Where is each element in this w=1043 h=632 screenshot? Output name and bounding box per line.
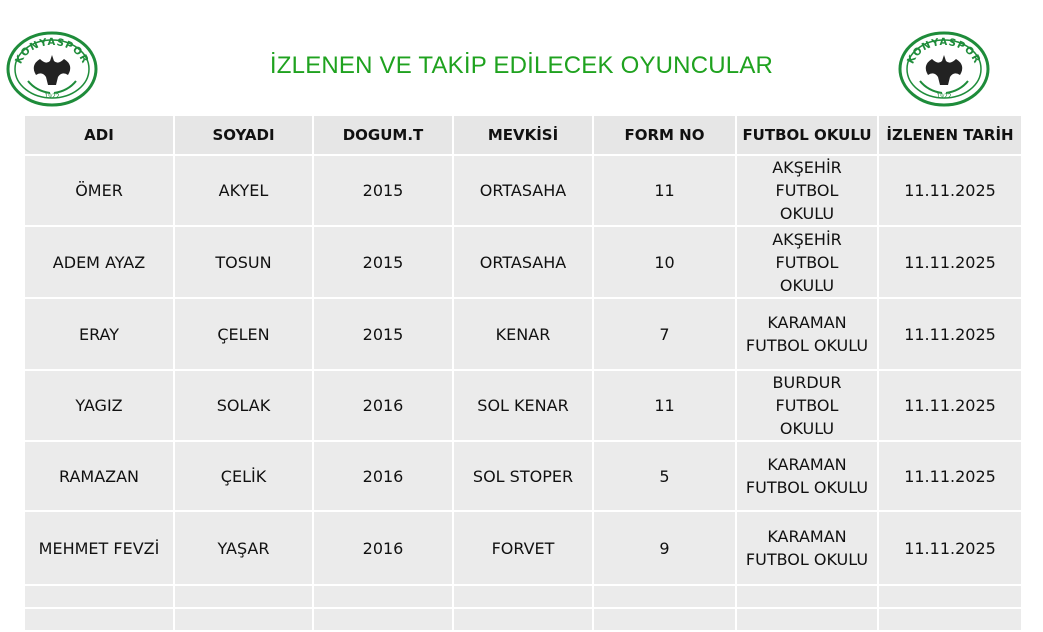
cell-soyadi: AKYEL xyxy=(174,155,313,226)
cell-dogum: 2016 xyxy=(313,511,453,585)
empty-cell xyxy=(593,585,736,608)
table-row xyxy=(24,511,1022,585)
okul-line: FUTBOL OKULU xyxy=(745,336,869,355)
logo-year: 1922 xyxy=(44,93,60,100)
empty-table-row xyxy=(24,585,1022,608)
okul-line: AKŞEHİR FUTBOL xyxy=(772,229,842,272)
cell-futbol-okulu xyxy=(736,370,878,441)
cell-form-no: 11 xyxy=(593,370,736,441)
col-header-form-no: FORM NO xyxy=(593,115,736,155)
logo-year: 1922 xyxy=(936,93,952,100)
okul-line: KARAMAN xyxy=(767,313,847,332)
cell-tarih: 11.11.2025 xyxy=(878,441,1022,511)
cell-mevki: ORTASAHA xyxy=(453,155,593,226)
logo-text: KONYASPOR xyxy=(13,36,91,66)
col-header-izlenen-tarih: İZLENEN TARİH xyxy=(878,115,1022,155)
col-header-futbol-okulu: FUTBOL OKULU xyxy=(736,115,878,155)
empty-cell xyxy=(174,608,313,631)
empty-cell xyxy=(453,608,593,631)
cell-form-no: 11 xyxy=(593,155,736,226)
cell-form-no: 7 xyxy=(593,298,736,370)
cell-mevki: SOL KENAR xyxy=(453,370,593,441)
table-row xyxy=(24,370,1022,441)
cell-tarih: 11.11.2025 xyxy=(878,370,1022,441)
cell-mevki: ORTASAHA xyxy=(453,226,593,298)
col-header-dogum: DOGUM.T xyxy=(313,115,453,155)
cell-mevki: KENAR xyxy=(453,298,593,370)
table-row xyxy=(24,155,1022,226)
cell-dogum: 2015 xyxy=(313,226,453,298)
table-row xyxy=(24,441,1022,511)
cell-adi: ERAY xyxy=(24,298,174,370)
cell-futbol-okulu xyxy=(736,511,878,585)
cell-dogum: 2015 xyxy=(313,298,453,370)
logo-text: KONYASPOR xyxy=(905,36,983,66)
okul-line: BURDUR FUTBOL xyxy=(772,373,842,415)
cell-soyadi: TOSUN xyxy=(174,226,313,298)
col-header-soyadi: SOYADI xyxy=(174,115,313,155)
cell-soyadi: YAŞAR xyxy=(174,511,313,585)
cell-dogum: 2016 xyxy=(313,370,453,441)
table-header-row xyxy=(24,115,1022,155)
cell-futbol-okulu xyxy=(736,298,878,370)
col-header-mevki: MEVKİSİ xyxy=(453,115,593,155)
okul-line: FUTBOL OKULU xyxy=(745,550,869,569)
empty-cell xyxy=(313,585,453,608)
table-row xyxy=(24,298,1022,370)
empty-cell xyxy=(878,585,1022,608)
cell-tarih: 11.11.2025 xyxy=(878,298,1022,370)
empty-cell xyxy=(736,585,878,608)
okul-line: FUTBOL OKULU xyxy=(745,478,869,497)
cell-mevki: SOL STOPER xyxy=(453,441,593,511)
empty-table-row xyxy=(24,608,1022,631)
empty-cell xyxy=(878,608,1022,631)
cell-futbol-okulu xyxy=(736,226,878,298)
cell-adi: MEHMET FEVZİ xyxy=(24,511,174,585)
cell-dogum: 2015 xyxy=(313,155,453,226)
empty-cell xyxy=(313,608,453,631)
okul-line: AKŞEHİR FUTBOL xyxy=(772,158,842,200)
empty-cell xyxy=(736,608,878,631)
cell-form-no: 9 xyxy=(593,511,736,585)
cell-adi: RAMAZAN xyxy=(24,441,174,511)
cell-tarih: 11.11.2025 xyxy=(878,155,1022,226)
cell-tarih: 11.11.2025 xyxy=(878,511,1022,585)
table-row xyxy=(24,226,1022,298)
empty-cell xyxy=(593,608,736,631)
cell-soyadi: ÇELİK xyxy=(174,441,313,511)
cell-adi: ADEM AYAZ xyxy=(24,226,174,298)
cell-form-no: 5 xyxy=(593,441,736,511)
empty-cell xyxy=(174,585,313,608)
cell-adi: YAGIZ xyxy=(24,370,174,441)
col-header-adi: ADI xyxy=(24,115,174,155)
okul-line: KARAMAN xyxy=(767,527,847,546)
page-title: İZLENEN VE TAKİP EDİLECEK OYUNCULAR xyxy=(269,52,774,79)
cell-mevki: FORVET xyxy=(453,511,593,585)
cell-futbol-okulu xyxy=(736,441,878,511)
cell-futbol-okulu xyxy=(736,155,878,226)
empty-cell xyxy=(24,585,174,608)
okul-line: OKULU xyxy=(779,275,835,295)
okul-line: OKULU xyxy=(779,204,835,223)
empty-cell xyxy=(453,585,593,608)
cell-form-no: 10 xyxy=(593,226,736,298)
okul-line: KARAMAN xyxy=(767,455,847,474)
cell-adi: ÖMER xyxy=(24,155,174,226)
cell-soyadi: SOLAK xyxy=(174,370,313,441)
cell-soyadi: ÇELEN xyxy=(174,298,313,370)
empty-cell xyxy=(24,608,174,631)
okul-line: OKULU xyxy=(779,419,835,438)
cell-tarih: 11.11.2025 xyxy=(878,226,1022,298)
cell-dogum: 2016 xyxy=(313,441,453,511)
players-table xyxy=(23,114,1023,632)
